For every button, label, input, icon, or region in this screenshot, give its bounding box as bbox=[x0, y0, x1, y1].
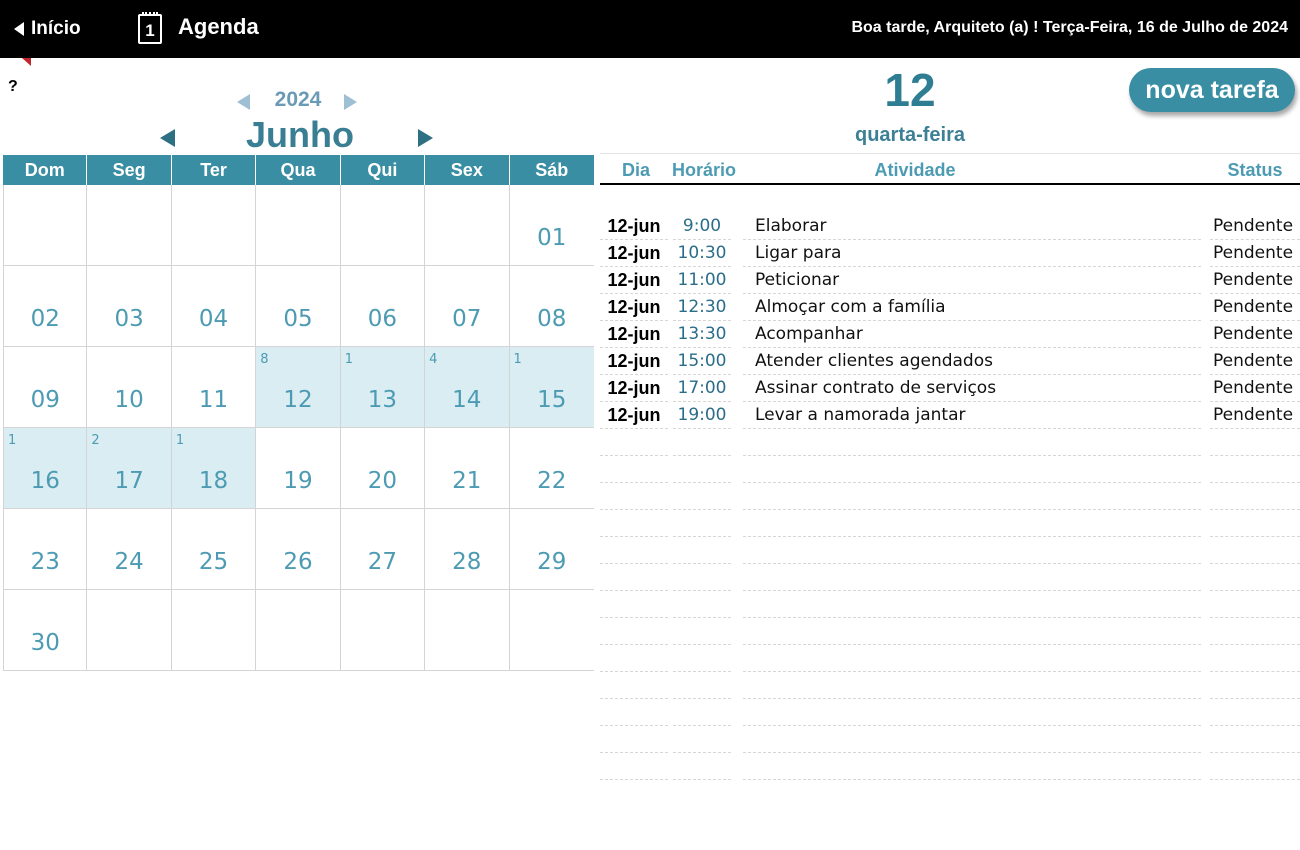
cell-dia bbox=[600, 726, 668, 753]
month-label: Junho bbox=[246, 114, 354, 155]
calendar-day-cell[interactable] bbox=[341, 347, 425, 428]
cell-dia bbox=[600, 753, 668, 780]
cell-atividade bbox=[743, 537, 1201, 564]
calendar-day-cell[interactable] bbox=[172, 185, 256, 266]
next-year-icon[interactable] bbox=[344, 94, 357, 110]
cell-horario bbox=[673, 429, 731, 456]
calendar-day-cell[interactable] bbox=[87, 428, 171, 509]
table-row[interactable] bbox=[600, 726, 1300, 753]
day-number: 19 bbox=[283, 468, 313, 494]
table-row[interactable] bbox=[600, 321, 1300, 348]
table-row[interactable] bbox=[600, 537, 1300, 564]
cell-horario bbox=[673, 672, 731, 699]
calendar-day-cell[interactable] bbox=[256, 347, 340, 428]
calendar-day-cell[interactable] bbox=[341, 266, 425, 347]
greeting-text: Boa tarde, Arquiteto (a) ! Terça-Feira, 16 de Julho de 2024 bbox=[851, 19, 1288, 36]
weekday-label: Seg bbox=[87, 155, 171, 185]
day-number: 05 bbox=[283, 306, 313, 332]
task-count-badge: 8 bbox=[260, 352, 269, 367]
calendar-day-cell[interactable] bbox=[3, 590, 87, 671]
cell-horario: 13:30 bbox=[673, 321, 731, 348]
cell-horario bbox=[673, 645, 731, 672]
cell-status bbox=[1210, 699, 1300, 726]
cell-dia bbox=[600, 564, 668, 591]
cell-horario bbox=[673, 753, 731, 780]
cell-atividade bbox=[743, 672, 1201, 699]
cell-atividade bbox=[743, 564, 1201, 591]
calendar-week bbox=[3, 509, 594, 590]
calendar-day-cell[interactable] bbox=[3, 428, 87, 509]
calendar-week bbox=[3, 428, 594, 509]
calendar-day-cell[interactable] bbox=[256, 428, 340, 509]
cell-atividade bbox=[743, 510, 1201, 537]
cell-horario: 17:00 bbox=[673, 375, 731, 402]
cell-horario bbox=[673, 699, 731, 726]
day-number: 09 bbox=[30, 387, 60, 413]
prev-year-icon[interactable] bbox=[237, 94, 250, 110]
cell-dia bbox=[600, 456, 668, 483]
table-row[interactable] bbox=[600, 753, 1300, 780]
table-row[interactable] bbox=[600, 618, 1300, 645]
cell-status bbox=[1210, 672, 1300, 699]
weekday-label: Qua bbox=[256, 155, 340, 185]
cell-dia bbox=[600, 618, 668, 645]
calendar-day-cell[interactable] bbox=[3, 266, 87, 347]
calendar-day-cell[interactable] bbox=[172, 266, 256, 347]
calendar-day-cell[interactable] bbox=[425, 590, 509, 671]
calendar-week bbox=[3, 266, 594, 347]
cell-dia: 12-jun bbox=[600, 402, 668, 429]
column-header-atividade: Atividade bbox=[874, 160, 956, 180]
activities-table bbox=[600, 153, 1300, 425]
cell-dia: 12-jun bbox=[600, 294, 668, 321]
table-row[interactable] bbox=[600, 510, 1300, 537]
weekday-label: Dom bbox=[3, 155, 87, 185]
selected-day-number: 12 bbox=[884, 64, 936, 116]
day-number: 08 bbox=[537, 306, 567, 332]
day-number: 30 bbox=[30, 630, 60, 656]
cell-horario: 9:00 bbox=[673, 213, 731, 240]
calendar-day-cell[interactable] bbox=[341, 428, 425, 509]
cell-atividade: Peticionar bbox=[743, 267, 1201, 294]
cell-status bbox=[1210, 591, 1300, 618]
cell-dia: 12-jun bbox=[600, 321, 668, 348]
cell-atividade bbox=[743, 618, 1201, 645]
cell-horario bbox=[673, 618, 731, 645]
calendar-day-cell[interactable] bbox=[510, 266, 594, 347]
cell-status bbox=[1210, 510, 1300, 537]
cell-status bbox=[1210, 564, 1300, 591]
day-number: 27 bbox=[367, 549, 398, 575]
cell-status bbox=[1210, 726, 1300, 753]
cell-atividade: Almoçar com a família bbox=[743, 294, 1201, 321]
cell-status bbox=[1210, 753, 1300, 780]
day-number: 18 bbox=[198, 468, 229, 494]
task-count-badge: 4 bbox=[429, 352, 438, 367]
column-header-dia: Dia bbox=[621, 160, 650, 180]
cell-horario: 11:00 bbox=[673, 267, 731, 294]
back-button[interactable] bbox=[14, 16, 81, 42]
calendar-day-cell[interactable] bbox=[256, 266, 340, 347]
cell-atividade bbox=[743, 726, 1201, 753]
cell-status: Pendente bbox=[1210, 267, 1300, 294]
cell-horario: 19:00 bbox=[673, 402, 731, 429]
cell-status: Pendente bbox=[1210, 240, 1300, 267]
cell-dia bbox=[600, 645, 668, 672]
day-number: 03 bbox=[114, 306, 144, 332]
day-number: 22 bbox=[537, 468, 567, 494]
calendar-day-cell[interactable] bbox=[510, 185, 594, 266]
weekday-label: Sáb bbox=[535, 160, 569, 180]
calendar-day-cell[interactable] bbox=[256, 590, 340, 671]
day-number: 07 bbox=[452, 306, 482, 332]
calendar-day-cell[interactable] bbox=[87, 509, 171, 590]
cell-dia bbox=[600, 672, 668, 699]
column-header-horario: Horário bbox=[671, 160, 736, 180]
cell-atividade bbox=[743, 753, 1201, 780]
day-number: 01 bbox=[537, 225, 567, 251]
weekday-label: Qui bbox=[341, 155, 425, 185]
table-row[interactable] bbox=[600, 672, 1300, 699]
task-count-badge: 2 bbox=[91, 433, 100, 448]
cell-status bbox=[1210, 645, 1300, 672]
cell-atividade bbox=[743, 645, 1201, 672]
cell-status: Pendente bbox=[1210, 213, 1300, 240]
prev-month-icon[interactable] bbox=[160, 129, 175, 147]
cell-atividade: Acompanhar bbox=[743, 321, 1201, 348]
table-row[interactable] bbox=[600, 699, 1300, 726]
day-number: 14 bbox=[452, 387, 482, 413]
calendar-day-cell[interactable] bbox=[172, 347, 256, 428]
cell-horario bbox=[673, 726, 731, 753]
cell-dia: 12-jun bbox=[600, 213, 668, 240]
calendar-day-cell[interactable] bbox=[425, 266, 509, 347]
cell-dia bbox=[600, 591, 668, 618]
cell-dia bbox=[600, 429, 668, 456]
cell-horario: 12:30 bbox=[673, 294, 731, 321]
cell-horario: 15:00 bbox=[673, 348, 731, 375]
day-number: 29 bbox=[537, 549, 567, 575]
calendar-day-cell[interactable] bbox=[87, 185, 171, 266]
day-number: 15 bbox=[537, 387, 567, 413]
day-number: 04 bbox=[198, 306, 229, 332]
comment-marker-icon bbox=[22, 58, 31, 66]
cell-status bbox=[1210, 618, 1300, 645]
table-row[interactable] bbox=[600, 456, 1300, 483]
day-number: 12 bbox=[283, 387, 313, 413]
cell-atividade: Atender clientes agendados bbox=[743, 348, 1201, 375]
cell-status bbox=[1210, 483, 1300, 510]
cell-status bbox=[1210, 429, 1300, 456]
cell-status: Pendente bbox=[1210, 321, 1300, 348]
day-number: 10 bbox=[114, 387, 144, 413]
cell-atividade bbox=[743, 429, 1201, 456]
weekday-label: Ter bbox=[172, 155, 256, 185]
calendar-day-cell[interactable] bbox=[172, 428, 256, 509]
table-row[interactable] bbox=[600, 213, 1300, 240]
cell-status: Pendente bbox=[1210, 294, 1300, 321]
day-number: 21 bbox=[452, 468, 482, 494]
cell-horario bbox=[673, 537, 731, 564]
task-count-badge: 1 bbox=[513, 352, 522, 367]
cell-status: Pendente bbox=[1210, 402, 1300, 429]
day-number: 24 bbox=[114, 549, 144, 575]
calendar-week bbox=[3, 590, 594, 671]
cell-status: Pendente bbox=[1210, 375, 1300, 402]
calendar-icon-number: 1 bbox=[145, 21, 155, 40]
calendar-day-cell[interactable] bbox=[425, 347, 509, 428]
weekday-label: Sex bbox=[425, 155, 509, 185]
calendar-day-cell[interactable] bbox=[341, 590, 425, 671]
cell-dia: 12-jun bbox=[600, 267, 668, 294]
selected-weekday: quarta-feira bbox=[854, 124, 966, 146]
task-count-badge: 1 bbox=[175, 433, 185, 448]
cell-status bbox=[1210, 456, 1300, 483]
task-count-badge: 1 bbox=[8, 433, 17, 448]
day-number: 02 bbox=[30, 306, 60, 332]
table-row[interactable] bbox=[600, 591, 1300, 618]
cell-dia bbox=[600, 537, 668, 564]
table-row[interactable] bbox=[600, 267, 1300, 294]
calendar-day-cell[interactable] bbox=[3, 185, 87, 266]
task-count-badge: 1 bbox=[344, 352, 353, 367]
cell-horario bbox=[673, 483, 731, 510]
cell-atividade bbox=[743, 456, 1201, 483]
top-bar bbox=[0, 0, 1300, 58]
calendar-icon bbox=[138, 14, 162, 44]
table-row[interactable] bbox=[600, 240, 1300, 267]
help-button[interactable]: ? bbox=[8, 78, 18, 95]
calendar-day-cell[interactable] bbox=[425, 509, 509, 590]
calendar-day-cell[interactable] bbox=[87, 266, 171, 347]
calendar-day-cell[interactable] bbox=[172, 509, 256, 590]
calendar-week bbox=[3, 347, 594, 428]
cell-atividade bbox=[743, 699, 1201, 726]
new-task-button[interactable]: nova tarefa bbox=[1129, 68, 1295, 112]
day-number: 23 bbox=[30, 549, 60, 575]
cell-atividade: Levar a namorada jantar bbox=[743, 402, 1201, 429]
cell-atividade: Elaborar bbox=[743, 213, 1201, 240]
weekday-header bbox=[3, 155, 594, 185]
calendar-week bbox=[3, 185, 594, 266]
calendar-day-cell[interactable] bbox=[510, 347, 594, 428]
table-row[interactable] bbox=[600, 564, 1300, 591]
cell-atividade bbox=[743, 591, 1201, 618]
table-row[interactable] bbox=[600, 645, 1300, 672]
cell-status bbox=[1210, 537, 1300, 564]
cell-horario bbox=[673, 564, 731, 591]
cell-horario bbox=[673, 591, 731, 618]
table-body bbox=[600, 213, 1300, 780]
cell-status: Pendente bbox=[1210, 348, 1300, 375]
cell-horario bbox=[673, 456, 731, 483]
day-number: 25 bbox=[198, 549, 229, 575]
table-row[interactable] bbox=[600, 375, 1300, 402]
app-title: Agenda bbox=[178, 14, 259, 39]
day-number: 20 bbox=[367, 468, 398, 494]
calendar-day-cell[interactable] bbox=[3, 347, 87, 428]
year-label: 2024 bbox=[274, 88, 322, 111]
calendar-day-cell[interactable] bbox=[3, 509, 87, 590]
day-number: 26 bbox=[283, 549, 313, 575]
table-row[interactable] bbox=[600, 402, 1300, 429]
calendar-day-cell[interactable] bbox=[256, 185, 340, 266]
day-number: 17 bbox=[114, 468, 144, 494]
day-number: 06 bbox=[367, 306, 398, 332]
calendar-day-cell[interactable] bbox=[87, 590, 171, 671]
calendar-day-cell[interactable] bbox=[425, 185, 509, 266]
day-number: 28 bbox=[452, 549, 482, 575]
cell-atividade bbox=[743, 483, 1201, 510]
cell-dia bbox=[600, 510, 668, 537]
calendar-day-cell[interactable] bbox=[341, 509, 425, 590]
calendar-day-cell[interactable] bbox=[510, 428, 594, 509]
back-label: Início bbox=[31, 18, 81, 39]
cell-atividade: Assinar contrato de serviços bbox=[743, 375, 1201, 402]
day-number: 11 bbox=[198, 387, 229, 413]
cell-horario bbox=[673, 510, 731, 537]
calendar-day-cell[interactable] bbox=[87, 347, 171, 428]
calendar-day-cell[interactable] bbox=[256, 509, 340, 590]
calendar-day-cell[interactable] bbox=[341, 185, 425, 266]
calendar-day-cell[interactable] bbox=[425, 428, 509, 509]
column-header-status: Status bbox=[1227, 160, 1283, 180]
day-number: 16 bbox=[30, 468, 60, 494]
calendar-day-cell[interactable] bbox=[510, 590, 594, 671]
day-number: 13 bbox=[367, 387, 398, 413]
table-row[interactable] bbox=[600, 294, 1300, 321]
chevron-left-icon bbox=[14, 22, 24, 36]
next-month-icon[interactable] bbox=[418, 129, 433, 147]
cell-dia: 12-jun bbox=[600, 348, 668, 375]
table-header bbox=[600, 153, 1300, 185]
cell-atividade: Ligar para bbox=[743, 240, 1201, 267]
calendar-grid bbox=[3, 155, 594, 671]
calendar-weeks bbox=[3, 185, 594, 671]
calendar-day-cell[interactable] bbox=[510, 509, 594, 590]
cell-dia: 12-jun bbox=[600, 240, 668, 267]
cell-horario: 10:30 bbox=[673, 240, 731, 267]
cell-dia: 12-jun bbox=[600, 375, 668, 402]
table-row[interactable] bbox=[600, 429, 1300, 456]
cell-dia bbox=[600, 483, 668, 510]
cell-dia bbox=[600, 699, 668, 726]
table-row[interactable] bbox=[600, 348, 1300, 375]
table-row[interactable] bbox=[600, 483, 1300, 510]
calendar-day-cell[interactable] bbox=[172, 590, 256, 671]
